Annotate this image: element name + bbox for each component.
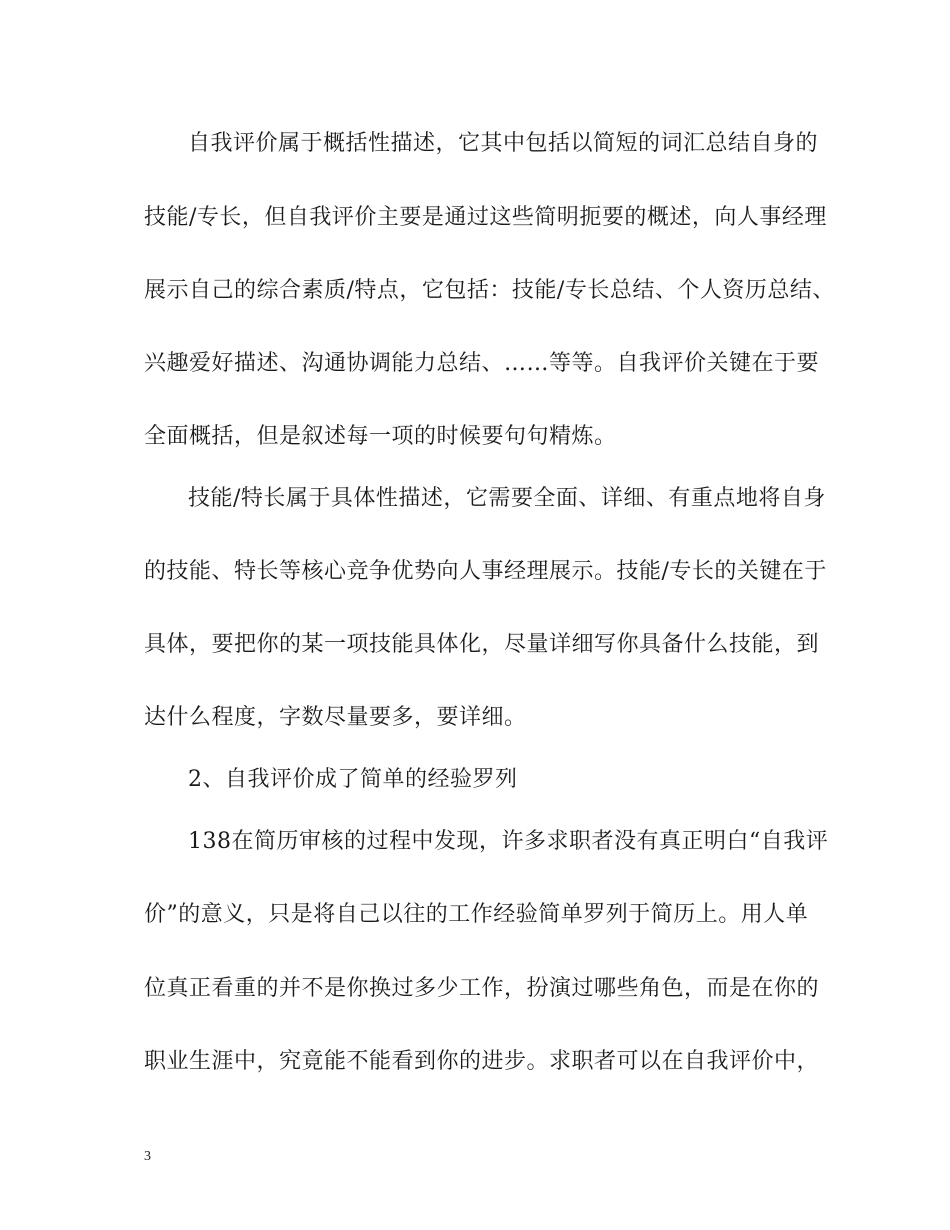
- paragraph-1-line-2: 技能/专长，但自我评价主要是通过这些简明扼要的概述，向人事经理: [144, 205, 827, 230]
- paragraph-2-line-1: 技能/特长属于具体性描述，它需要全面、详细、有重点地将自身: [188, 486, 826, 511]
- paragraph-4-line-1: 138在简历审核的过程中发现，许多求职者没有真正明白“自我评: [188, 829, 829, 854]
- paragraph-2-line-4: 达什么程度，字数尽量要多，要详细。: [144, 705, 527, 730]
- paragraph-4-line-2: 价”的意义，只是将自己以往的工作经验简单罗列于简历上。用人单: [144, 902, 809, 927]
- paragraph-1-line-3: 展示自己的综合素质/特点，它包括：技能/专长总结、个人资历总结、: [144, 278, 835, 303]
- paragraph-1-line-1: 自我评价属于概括性描述，它其中包括以简短的词汇总结自身的: [188, 131, 819, 156]
- paragraph-2-line-3: 具体，要把你的某一项技能具体化，尽量详细写你具备什么技能，到: [144, 632, 820, 657]
- paragraph-1-line-4: 兴趣爱好描述、沟通协调能力总结、……等等。自我评价关键在于要: [144, 351, 820, 376]
- paragraph-4-line-4: 职业生涯中，究竟能不能看到你的进步。求职者可以在自我评价中，: [144, 1049, 820, 1074]
- paragraph-2-line-2: 的技能、特长等核心竞争优势向人事经理展示。技能/专长的关键在于: [144, 559, 827, 584]
- paragraph-1-line-5: 全面概括，但是叙述每一项的时候要句句精炼。: [144, 424, 617, 449]
- section-heading: 2、自我评价成了简单的经验罗列: [188, 767, 518, 792]
- paragraph-4-line-3: 位真正看重的并不是你换过多少工作，扮演过哪些角色，而是在你的: [144, 976, 820, 1001]
- page-number: 3: [144, 1149, 151, 1164]
